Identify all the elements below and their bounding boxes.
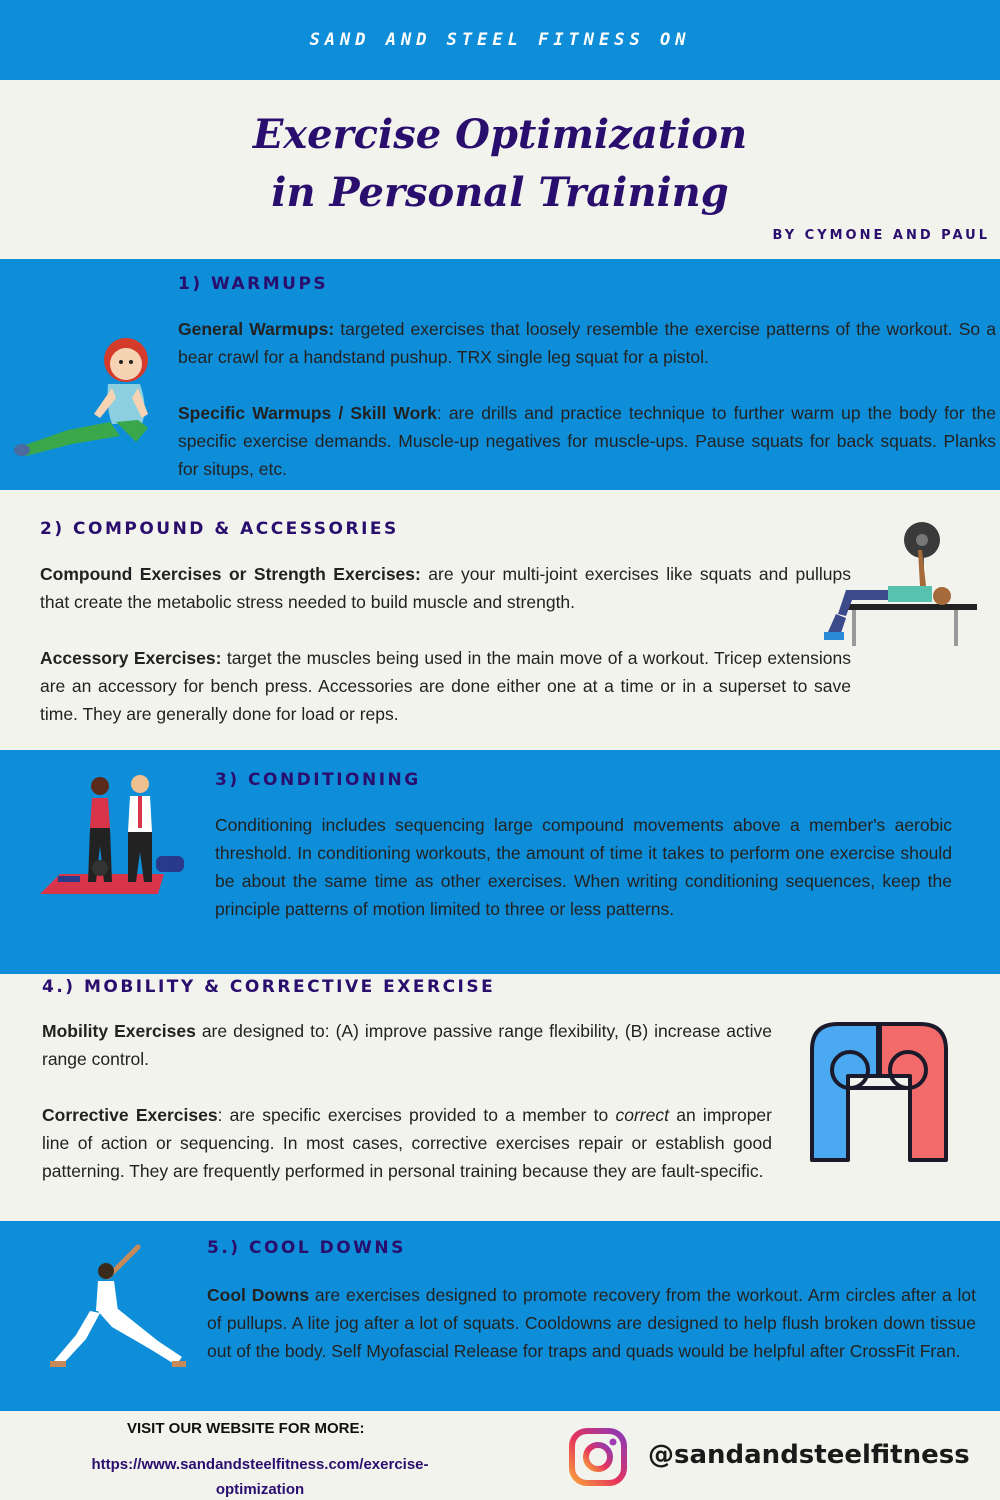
warmups-general-text: targeted exercises that loosely resemble the exercise patterns of the workout. So a bear crawl for a handstand pushup. TRX single leg squat for a pistol. (178, 319, 996, 367)
corrective-text-b: an improper line of action or sequencing. In most cases, corrective exercises repair or establish good patterning. They are frequently performed in personal training because they are fault-specific. (42, 1105, 772, 1181)
banner-text: SAND AND STEEL FITNESS ON (309, 30, 691, 50)
compound-strength-term: Compound Exercises or Strength Exercises: (40, 564, 421, 584)
byline: BY CYMONE AND PAUL (772, 228, 990, 243)
page-title-line2: in Personal Training (271, 169, 729, 216)
cooldowns-term: Cool Downs (207, 1285, 310, 1305)
corrective-italic: correct (615, 1105, 669, 1125)
compound-heading: 2) COMPOUND & ACCESSORIES (40, 519, 399, 539)
top-banner (0, 0, 1000, 80)
yoga-warrior-pose-illustration (46, 1243, 191, 1373)
website-url-line2[interactable]: optimization (215, 1481, 305, 1498)
website-url-line1[interactable]: https://www.sandandsteelfitness.com/exercise- (91, 1456, 429, 1473)
visit-website-label: VISIT OUR WEBSITE FOR MORE: (127, 1420, 365, 1437)
compound-strength-paragraph (40, 560, 851, 616)
instagram-handle[interactable]: @sandandsteelfitness (648, 1440, 970, 1470)
trainers-with-kettlebell-illustration (40, 772, 190, 897)
warmups-heading: 1) WARMUPS (178, 274, 329, 294)
warmups-general-term: General Warmups: (178, 319, 335, 339)
cooldowns-heading: 5.) COOL DOWNS (207, 1238, 406, 1258)
conditioning-heading: 3) CONDITIONING (215, 770, 421, 790)
corrective-text-a: : are specific exercises provided to a member to (217, 1105, 616, 1125)
accessory-paragraph (40, 644, 851, 728)
mobility-term: Mobility Exercises (42, 1021, 196, 1041)
instagram-icon[interactable] (568, 1427, 628, 1487)
cooldowns-paragraph (207, 1281, 976, 1365)
accessory-text: target the muscles being used in the main move of a workout. Tricep extensions are an accessory for bench press. Accessories are done either one at a time or in a superset to save time. They are generally done for load or reps. (40, 648, 851, 724)
warmups-specific-text: : are drills and practice technique to further warm up the body for the specific exercise demands. Muscle-up negatives for muscle-ups. Pause squats for back squats. Planks for situps, etc. (178, 403, 996, 479)
stretching-woman-illustration (8, 318, 158, 463)
mobility-text: are designed to: (A) improve passive range flexibility, (B) increase active range control. (42, 1021, 773, 1069)
corrective-term: Corrective Exercises (42, 1105, 218, 1125)
accessory-term: Accessory Exercises: (40, 648, 222, 668)
compound-strength-text: are your multi-joint exercises like squats and pullups that create the metabolic stress needed to build muscle and strength. (40, 564, 851, 612)
warmups-specific-term: Specific Warmups / Skill Work (178, 403, 437, 423)
cooldowns-text: are exercises designed to promote recovery from the workout. Arm circles after a lot of pullups. A lite jog after a lot of squats. Cooldowns are designed to help flush broken down tissue out of the body. Self Myofascial Release for traps and quads would be helpful after CrossFit Fran. (207, 1285, 976, 1361)
warmups-general-paragraph (178, 315, 996, 371)
resistance-band-icon (808, 1020, 950, 1164)
corrective-paragraph (42, 1101, 772, 1185)
mobility-heading: 4.) MOBILITY & CORRECTIVE EXERCISE (42, 977, 496, 997)
warmups-specific-paragraph (178, 399, 996, 483)
mobility-paragraph (42, 1017, 772, 1073)
bench-press-illustration (822, 520, 982, 650)
conditioning-paragraph: Conditioning includes sequencing large compound movements above a member's aerobic threshold. In conditioning workouts, the amount of time it takes to perform one exercise should be about the same time as other exercises. When writing conditioning sequences, keep the principle patterns of motion limited to three or less patterns. (215, 815, 952, 919)
website-link[interactable] (40, 1452, 480, 1500)
page-title-line1: Exercise Optimization (252, 111, 748, 158)
